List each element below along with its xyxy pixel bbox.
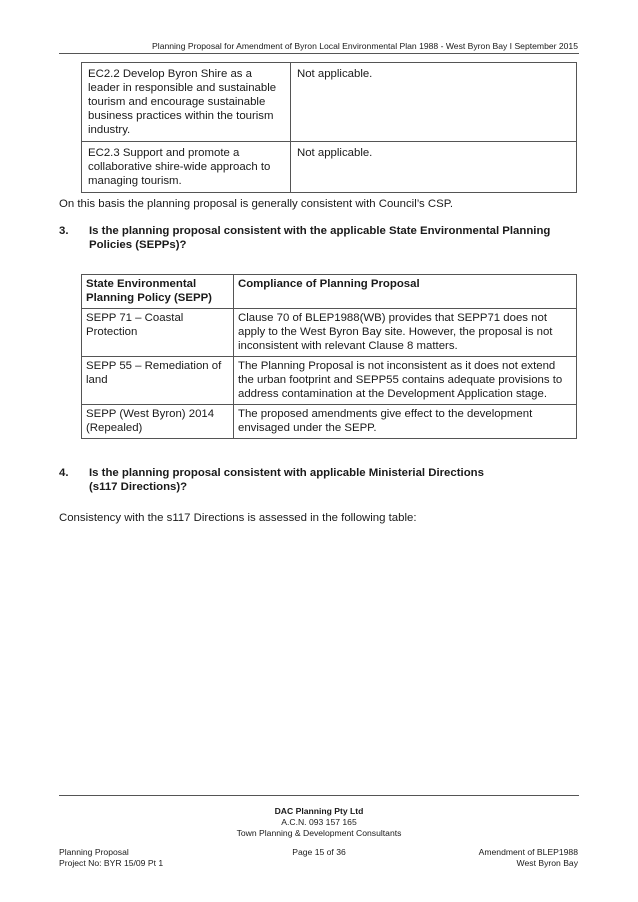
policy-cell: SEPP 71 – Coastal Protection [82, 309, 234, 357]
compliance-cell: The Planning Proposal is not inconsistent as it does not extend the urban footprint and SEPP55 contains adequate provisions to address contamination at the Development Application stage. [234, 357, 577, 405]
header-line: State Environmental [86, 278, 197, 290]
question-number: 3. [59, 225, 69, 237]
csp-response-cell: Not applicable. [291, 63, 577, 142]
table-row [82, 405, 577, 439]
question-text-line: Is the planning proposal consistent with applicable Ministerial Directions [89, 467, 484, 479]
column-header-compliance: Compliance of Planning Proposal [234, 275, 577, 309]
company-name: DAC Planning Pty Ltd [274, 806, 364, 816]
table-row [82, 142, 577, 193]
policy-cell: SEPP (West Byron) 2014 (Repealed) [82, 405, 234, 439]
s117-intro-paragraph: Consistency with the s117 Directions is assessed in the following table: [59, 512, 417, 524]
table-row [82, 309, 577, 357]
csp-conclusion-paragraph: On this basis the planning proposal is generally consistent with Council’s CSP. [59, 198, 454, 210]
table-row [82, 63, 577, 142]
csp-response-cell: Not applicable. [291, 142, 577, 193]
header-rule [59, 53, 579, 54]
table-header-row [82, 275, 577, 309]
question-number: 4. [59, 467, 69, 479]
question-text-line: Is the planning proposal consistent with the applicable State Environmental Planning [89, 225, 551, 237]
footer-left-line: Project No: BYR 15/09 Pt 1 [59, 858, 164, 868]
company-acn: A.C.N. 093 157 165 [281, 817, 357, 827]
compliance-cell: Clause 70 of BLEP1988(WB) provides that SEPP71 does not apply to the West Byron Bay site. However, the proposal is not inconsistent with relevant Clause 8 matters. [234, 309, 577, 357]
column-header-policy [82, 275, 234, 309]
footer-right-line: West Byron Bay [516, 858, 578, 868]
footer-right [479, 847, 578, 869]
question-text-line: Policies (SEPPs)? [89, 239, 187, 251]
footer-left [59, 847, 163, 869]
company-tagline: Town Planning & Development Consultants [236, 828, 402, 838]
footer-company-block [0, 806, 638, 839]
table-row [82, 357, 577, 405]
footer-left-line: Planning Proposal [59, 847, 129, 857]
question-text-line: (s117 Directions)? [89, 481, 188, 493]
csp-objective-cell: EC2.2 Develop Byron Shire as a leader in responsible and sustainable tourism and encourage sustainable business practices within the tourism industry. [82, 63, 291, 142]
csp-objectives-table [81, 62, 577, 193]
footer-right-line: Amendment of BLEP1988 [478, 847, 578, 857]
page-number: Page 15 of 36 [292, 847, 346, 857]
header-line: Planning Policy (SEPP) [86, 292, 212, 304]
running-header: Planning Proposal for Amendment of Byron Local Environmental Plan 1988 - West Byron Bay I September 2015 [152, 41, 578, 51]
csp-objective-cell: EC2.3 Support and promote a collaborative shire-wide approach to managing tourism. [82, 142, 291, 193]
footer-rule [59, 795, 579, 796]
compliance-cell: The proposed amendments give effect to the development envisaged under the SEPP. [234, 405, 577, 439]
policy-cell: SEPP 55 – Remediation of land [82, 357, 234, 405]
sepp-compliance-table [81, 274, 577, 439]
